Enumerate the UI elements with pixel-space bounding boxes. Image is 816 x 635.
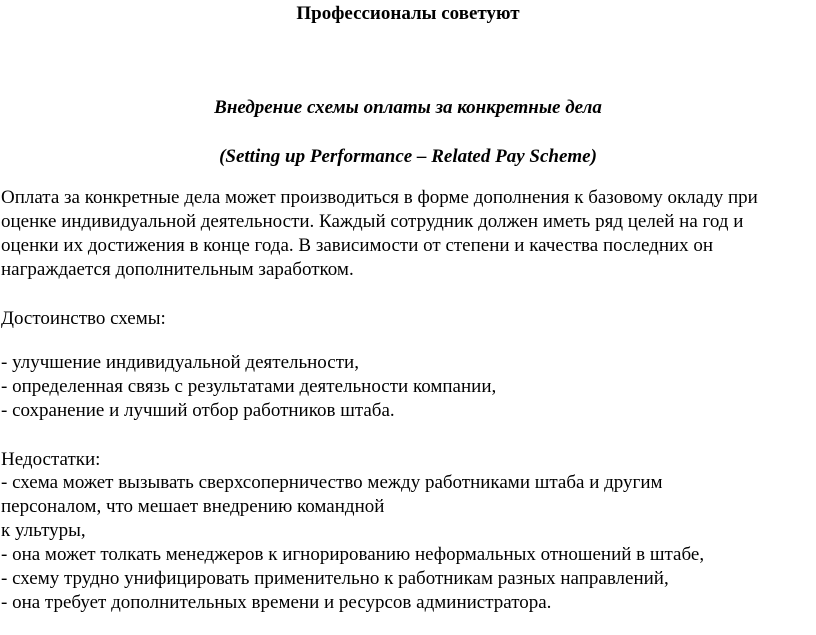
list-item: - она требует дополнительных времени и ресурсов администратора. — [1, 592, 552, 613]
list-item: - определенная связь с результатами деятельности компании, — [1, 376, 497, 397]
list-item: - она может толкать менеджеров к игнорированию неформальных отношений в штабе, — [1, 544, 705, 565]
list-item: - схему трудно унифицировать применительно к работникам разных направлений, — [1, 568, 669, 589]
list-item: - сохранение и лучший отбор работников штаба. — [1, 400, 395, 421]
list-item: - улучшение индивидуальной деятельности, — [1, 352, 359, 373]
intro-line: оценки их достижения в конце года. В зависимости от степени и качества последних он — [1, 235, 714, 256]
section-title-english: (Setting up Performance – Related Pay Scheme) — [219, 146, 597, 167]
drawbacks-heading: Недостатки: — [1, 449, 101, 470]
advantages-heading: Достоинство схемы: — [1, 308, 166, 329]
advantages-list — [1, 351, 813, 423]
list-item: к ультуры, — [1, 520, 86, 541]
list-item: персоналом, что мешает внедрению командной — [1, 496, 385, 517]
section-title: Внедрение схемы оплаты за конкретные дела — [214, 97, 602, 118]
drawbacks-list — [1, 471, 813, 615]
page-title: Профессионалы советуют — [296, 3, 520, 24]
intro-line: Оплата за конкретные дела может производиться в форме дополнения к базовому окладу при — [1, 187, 758, 208]
list-item: - схема может вызывать сверхсоперничество между работниками штаба и другим — [1, 472, 663, 493]
intro-line: награждается дополнительным заработком. — [1, 259, 354, 280]
intro-paragraph — [1, 186, 813, 282]
intro-line: оценке индивидуальной деятельности. Каждый сотрудник должен иметь ряд целей на год и — [1, 211, 744, 232]
